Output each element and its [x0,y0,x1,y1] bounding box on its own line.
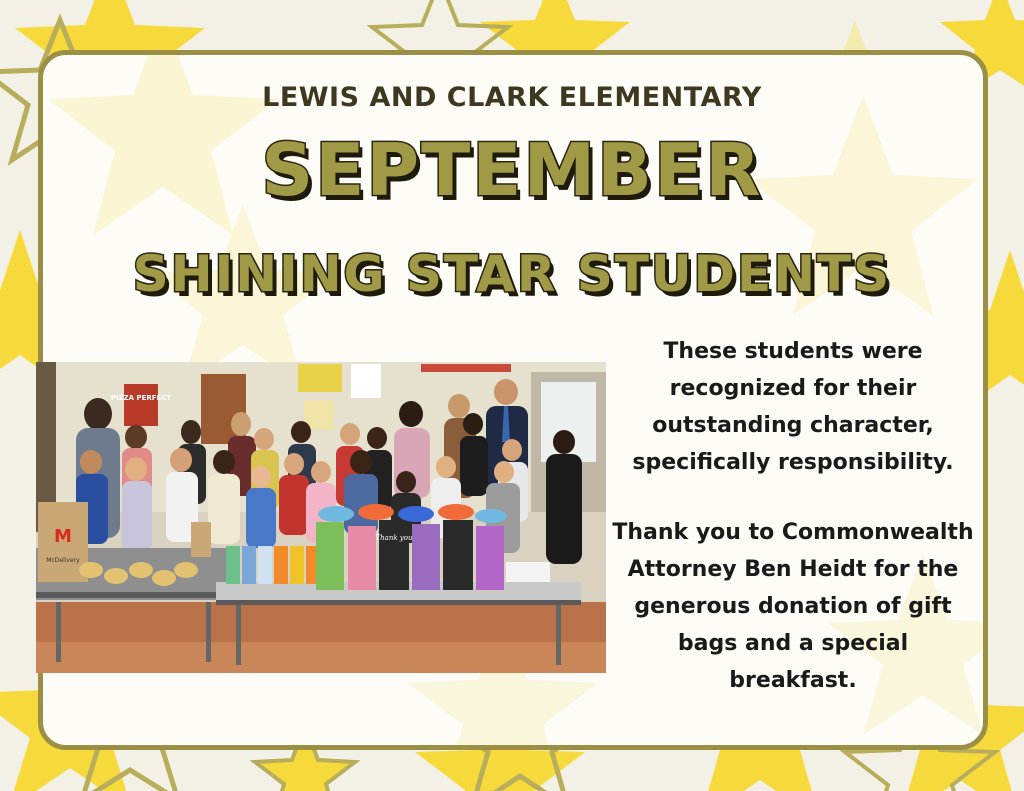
school-name: LEWIS AND CLARK ELEMENTARY [262,82,762,113]
thanks-text: Thank you to Commonwealth Attorney Ben Heidt for the generous donation of gift bags and a special breakfast. [612,520,974,693]
recognition-text: These students were recognized for their outstanding character, specifically responsibility. [632,339,954,475]
poster [124,384,158,426]
svg-text:M: M [54,526,72,547]
bag-label: McDelivery [46,557,80,564]
title-heading: SHINING STAR STUDENTS [132,245,892,303]
month-heading: SEPTEMBER [261,128,763,212]
poster-text: PIZZA PERFECT [110,394,172,402]
group-photo [36,362,606,673]
bag-text: Thank you [375,534,413,542]
